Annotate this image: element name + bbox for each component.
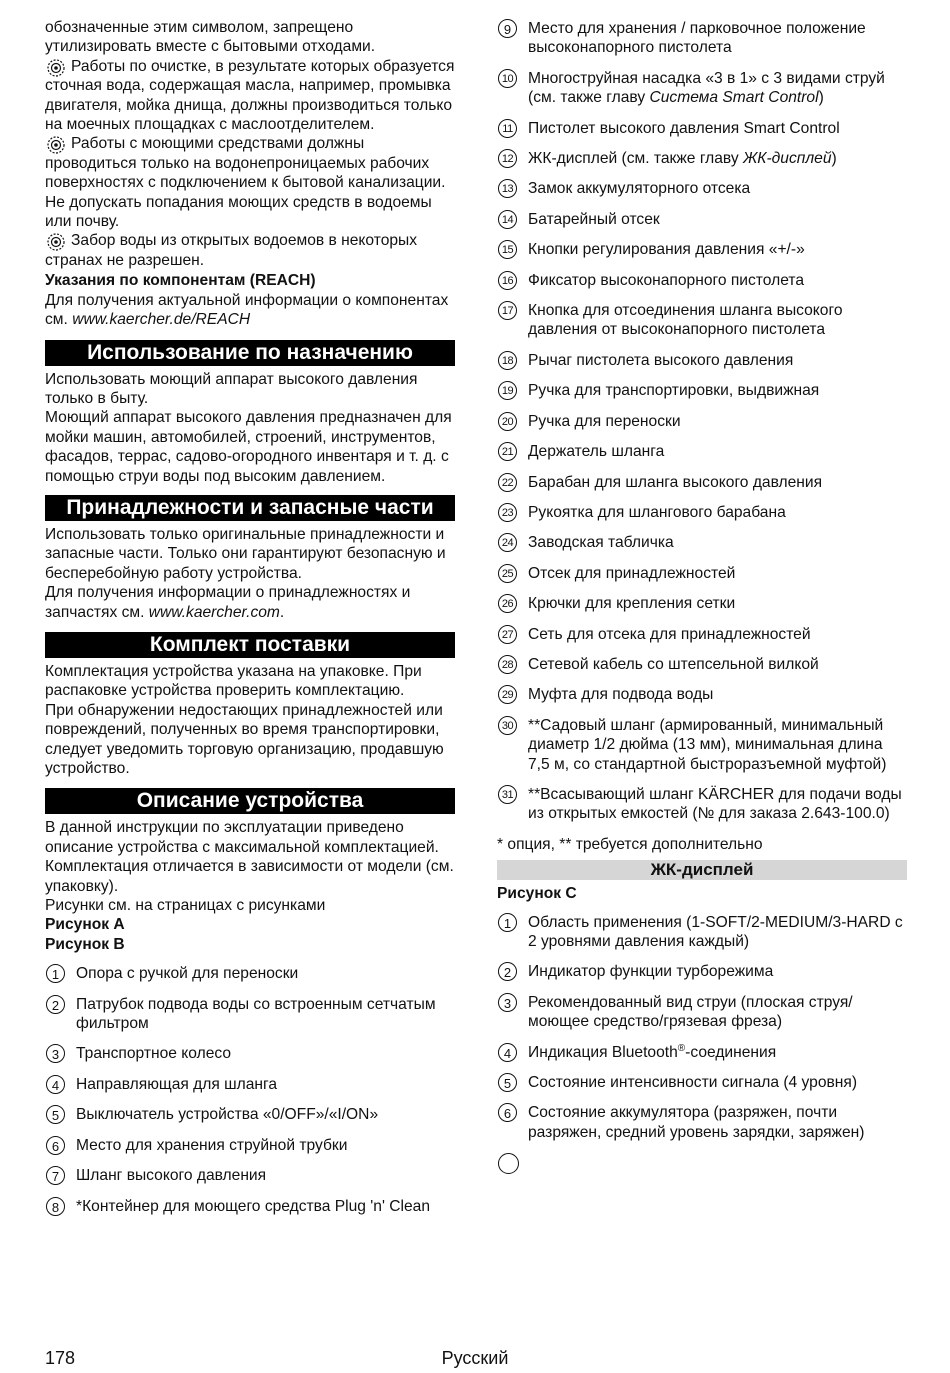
- item-text: Барабан для шланга высокого давления: [528, 473, 823, 491]
- list-item: [497, 1073, 907, 1092]
- item-text: Заводская табличка: [528, 534, 674, 552]
- list-item: [497, 351, 907, 370]
- item-number-badge: 26: [498, 594, 517, 613]
- item-text: Индикация Bluetooth: [528, 1043, 678, 1061]
- item-text: Ручка для переноски: [528, 412, 681, 430]
- intended-use-p1: Использовать моющий аппарат высокого давления только в быту.: [45, 370, 418, 407]
- item-text: **Садовый шланг (армированный, минимальный диаметр 1/2 дюйма (13 мм), минимальная длина 7,5 м, со стандартной быстроразъемной муфтой): [528, 716, 887, 773]
- item-text: Область применения (1-SOFT/2-MEDIUM/3-HARD с 2 уровнями давления каждый): [528, 913, 903, 950]
- list-item: [497, 1103, 907, 1142]
- environment-icon: [45, 134, 71, 152]
- reach-link[interactable]: www.kaercher.de/REACH: [72, 311, 251, 329]
- item-number-badge: 9: [498, 19, 517, 38]
- item-text: Пистолет высокого давления Smart Control: [528, 119, 840, 137]
- figure-b-label: Рисунок В: [45, 935, 125, 953]
- item-number-badge: 11: [498, 119, 517, 138]
- list-item: [497, 69, 907, 108]
- list-item: [497, 655, 907, 674]
- reach-text: Для получения актуальной информации о компонентах см. www.kaercher.de/REACH: [45, 291, 449, 329]
- item-number-badge: 10: [498, 69, 517, 88]
- list-item: [45, 1136, 455, 1155]
- item-number-badge: 12: [498, 149, 517, 168]
- item-number-badge: 2: [46, 995, 65, 1014]
- accessories-p1: Использовать только оригинальные принадлежности и запасные части. Только они гарантируют безопасную и бесперебойную работу устройства.: [45, 525, 446, 582]
- item-number-badge: 5: [46, 1105, 65, 1124]
- accessories-p2: Для получения информации о принадлежностях и запчастях см. www.kaercher.com.: [45, 584, 411, 621]
- item-number-badge: 6: [46, 1136, 65, 1155]
- item-text: Сеть для отсека для принадлежностей: [528, 625, 811, 643]
- item-number-badge: 19: [498, 381, 517, 400]
- section-heading-accessories: Принадлежности и запасные части: [45, 495, 455, 521]
- item-number-badge: 14: [498, 210, 517, 229]
- environment-icon: [45, 231, 71, 249]
- item-number-badge: 28: [498, 655, 517, 674]
- item-text: Ручка для транспортировки, выдвижная: [528, 382, 820, 400]
- item-number-badge: 1: [46, 964, 65, 983]
- list-item: [497, 149, 907, 168]
- item-text: Держатель шланга: [528, 443, 665, 461]
- item-text: Отсек для принадлежностей: [528, 564, 736, 582]
- item-number-badge: 18: [498, 351, 517, 370]
- list-item: [45, 1044, 455, 1063]
- page-number: 178: [45, 1348, 76, 1368]
- item-text: Направляющая для шланга: [76, 1075, 278, 1093]
- item-number-badge: 4: [46, 1075, 65, 1094]
- list-item: [497, 594, 907, 613]
- item-number-badge: 6: [498, 1103, 517, 1122]
- item-number-badge: 1: [498, 913, 517, 932]
- eco-note-oil: Работы по очистке, в результате которых образуется сточная вода, содержащая масла, например, промывка двигателя, мойка днища, должны производиться только на моечных площадках с маслоотделителем.: [45, 57, 455, 134]
- item-text: Сетевой кабель со штепсельной вилкой: [528, 655, 819, 673]
- intro-text: обозначенные этим символом, запрещено утилизировать вместе с бытовыми отходами.: [45, 19, 376, 56]
- kaercher-link[interactable]: www.kaercher.com: [148, 603, 280, 621]
- list-item: [497, 301, 907, 340]
- item-text: Состояние интенсивности сигнала (4 уровня): [528, 1074, 858, 1092]
- list-item: [497, 210, 907, 229]
- list-item: [497, 1043, 907, 1062]
- item-number-badge: 31: [498, 785, 517, 804]
- item-text: Фиксатор высоконапорного пистолета: [528, 271, 804, 289]
- description-p1: В данной инструкции по эксплуатации приведено описание устройства с максимальной комплектацией. Комплектация отличается в зависимости от модели (см. упаковку).: [45, 819, 454, 895]
- item-number-badge: 22: [498, 473, 517, 492]
- intended-use-p2: Моющий аппарат высокого давления предназначен для мойки машин, автомобилей, строений, инструментов, фасадов, террас, садово-огородного инвентаря и т. д. с помощью струи воды под высоким давлением.: [45, 409, 452, 485]
- item-text: Замок аккумуляторного отсека: [528, 180, 751, 198]
- lcd-list: [497, 913, 907, 1143]
- list-item: [497, 442, 907, 461]
- list-item: [497, 412, 907, 431]
- item-text: Состояние аккумулятора (разряжен, почти разряжен, средний уровень зарядки, заряжен): [528, 1104, 865, 1141]
- delivery-p1: Комплектация устройства указана на упаковке. При распаковке устройства проверить комплектацию.: [45, 662, 422, 700]
- item-number-badge: 27: [498, 625, 517, 644]
- list-item: [497, 381, 907, 400]
- item-number-badge: 21: [498, 442, 517, 461]
- item-number-badge: 8: [46, 1197, 65, 1216]
- list-item: [497, 685, 907, 704]
- list-item: [45, 1197, 455, 1216]
- item-text: Рычаг пистолета высокого давления: [528, 351, 794, 369]
- item-text: Крючки для крепления сетки: [528, 595, 736, 613]
- item-text: Кнопки регулирования давления «+/-»: [528, 241, 805, 259]
- list-item: [497, 993, 907, 1032]
- item-text: Рекомендованный вид струи (плоская струя/ моющее средство/грязевая фреза): [528, 993, 853, 1031]
- list-item: [497, 716, 907, 774]
- item-number-badge: 7: [46, 1166, 65, 1185]
- item-text: ЖК-дисплей (см. также главу: [528, 150, 743, 168]
- footnote: * опция, ** требуется дополнительно: [497, 835, 763, 853]
- list-item: [45, 964, 455, 983]
- item-text: Место для хранения струйной трубки: [76, 1136, 348, 1154]
- item-number-badge: 25: [498, 564, 517, 583]
- item-text: Патрубок подвода воды со встроенным сетчатым фильтром: [76, 995, 436, 1033]
- section-heading-scope-of-delivery: Комплект поставки: [45, 632, 455, 658]
- section-heading-intended-use: Использование по назначению: [45, 340, 455, 366]
- item-text: Муфта для подвода воды: [528, 686, 714, 704]
- list-item: [497, 271, 907, 290]
- item-number-badge: 17: [498, 301, 517, 320]
- item-number-badge: 4: [498, 1043, 517, 1062]
- item-number-badge: 3: [498, 993, 517, 1012]
- list-item: [497, 19, 907, 58]
- item-text-tail: ): [831, 150, 837, 168]
- item-number-badge: 29: [498, 685, 517, 704]
- delivery-p2: При обнаружении недостающих принадлежностей или повреждений, полученных во время транспортировки, следует уведомить торговую организацию, продавшую устройство.: [45, 701, 444, 777]
- item-text: **Всасывающий шланг KÄRCHER для подачи воды из открытых емкостей (№ для заказа 2.643-100.0): [528, 785, 902, 823]
- list-item: [497, 473, 907, 492]
- item-text: Многоструйная насадка «3 в 1» с 3 видами струй (см. также главу: [528, 69, 885, 107]
- list-item: [45, 995, 455, 1034]
- list-item: [497, 625, 907, 644]
- item-number-badge: 13: [498, 179, 517, 198]
- item-text: Индикатор функции турборежима: [528, 963, 774, 981]
- chapter-reference: Система Smart Control: [649, 89, 819, 107]
- figure-c-label: Рисунок С: [497, 885, 577, 903]
- item-text: *Контейнер для моющего средства Plug 'n' Clean: [76, 1197, 431, 1215]
- item-text: Батарейный отсек: [528, 210, 660, 228]
- list-item: [45, 1105, 455, 1124]
- description-p2: Рисунки см. на страницах с рисунками: [45, 897, 326, 915]
- registered-mark: ®: [677, 1042, 686, 1054]
- item-number-badge: 15: [498, 240, 517, 259]
- item-number-badge: 24: [498, 533, 517, 552]
- footer-language: Русский: [441, 1348, 509, 1368]
- item-text: Кнопка для отсоединения шланга высокого давления от высоконапорного пистолета: [528, 302, 843, 339]
- figure-a-label: Рисунок А: [45, 916, 125, 934]
- item-text: Опора с ручкой для переноски: [76, 965, 299, 983]
- eco-note-detergent: Работы с моющими средствами должны проводиться только на водонепроницаемых рабочих поверхностях с подключением к бытовой канализации. Не допускать попадания моющих средств в водоемы или почву.: [45, 135, 446, 231]
- item-text: Рукоятка для шлангового барабана: [528, 503, 786, 521]
- item-text: Транспортное колесо: [76, 1045, 232, 1063]
- list-item: [497, 785, 907, 824]
- reach-heading: Указания по компонентам (REACH): [45, 272, 316, 290]
- list-item: [497, 179, 907, 198]
- list-item: [497, 533, 907, 552]
- item-number-badge: 23: [498, 503, 517, 522]
- item-text: Шланг высокого давления: [76, 1167, 267, 1185]
- list-item: [497, 240, 907, 259]
- lcd-heading: ЖК-дисплей: [497, 860, 907, 880]
- component-list-left: [45, 964, 455, 1216]
- list-item: [497, 564, 907, 583]
- item-number-badge: 2: [498, 962, 517, 981]
- list-item: [497, 119, 907, 138]
- item-number-badge: 20: [498, 412, 517, 431]
- component-list-right: [497, 19, 907, 824]
- item-text: Место для хранения / парковочное положение высоконапорного пистолета: [528, 20, 866, 57]
- list-item: [497, 913, 907, 952]
- right-column: [497, 18, 907, 1174]
- eco-note-water-intake: Забор воды из открытых водоемов в некоторых странах не разрешен.: [45, 232, 418, 269]
- item-number-badge: 5: [498, 1073, 517, 1092]
- list-item: [497, 962, 907, 981]
- left-column: [45, 18, 455, 1227]
- item-number-badge: 3: [46, 1044, 65, 1063]
- list-item: [45, 1075, 455, 1094]
- empty-number-circle: [498, 1153, 519, 1174]
- item-text-tail: ): [818, 89, 824, 107]
- chapter-reference: ЖК-дисплей: [743, 150, 832, 168]
- item-number-badge: 16: [498, 271, 517, 290]
- environment-icon: [45, 57, 71, 75]
- item-text: Выключатель устройства «0/OFF»/«I/ON»: [76, 1106, 379, 1124]
- list-item: [497, 503, 907, 522]
- list-item: [45, 1166, 455, 1185]
- section-heading-device-description: Описание устройства: [45, 788, 455, 814]
- item-text-tail: -соединения: [685, 1043, 777, 1061]
- item-number-badge: 30: [498, 716, 517, 735]
